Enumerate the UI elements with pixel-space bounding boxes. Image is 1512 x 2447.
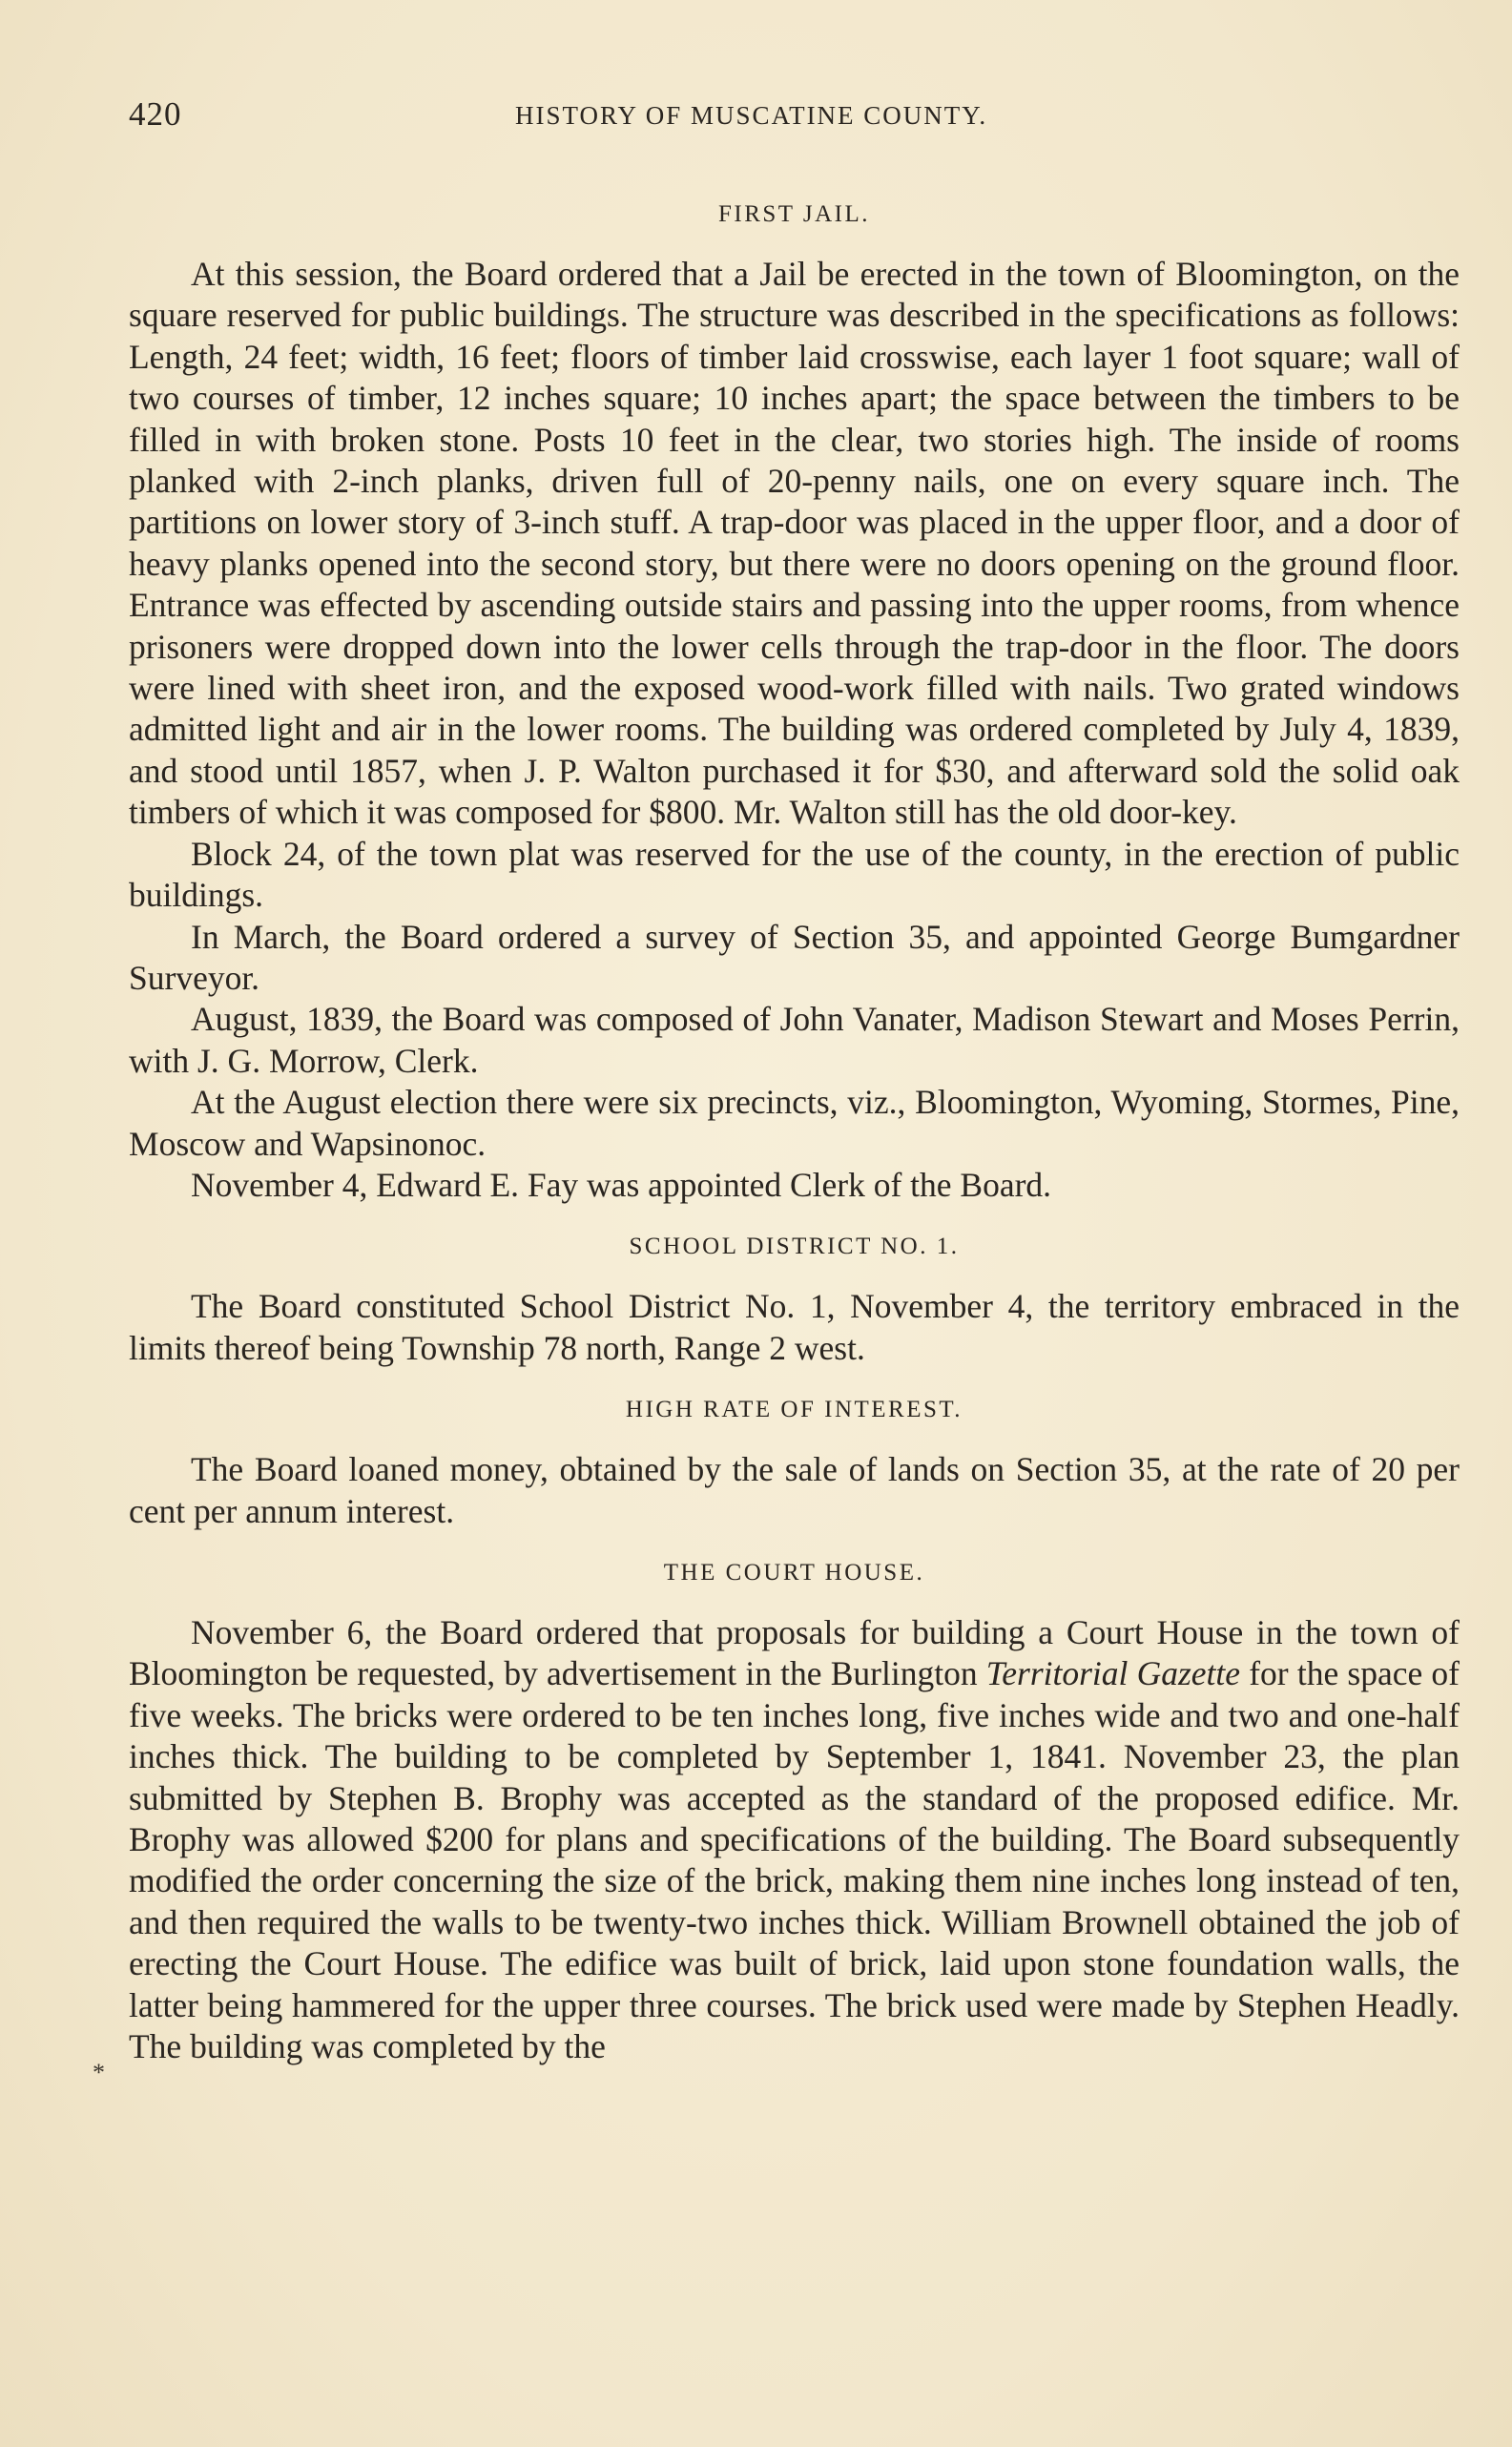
paragraph: At the August election there were six precincts, viz., Bloomington, Wyoming, Stormes, Pine, Moscow and Wapsinonoc. bbox=[129, 1083, 1460, 1163]
paragraph: August, 1839, the Board was composed of John Vanater, Madison Stewart and Moses Perrin, with J. G. Morrow, Clerk. bbox=[129, 1000, 1460, 1080]
margin-mark: * bbox=[93, 2059, 105, 2086]
court-house-text-1: November 6, the Board ordered that proposals for building a Court House in the town of Bloomington be requested, by advertisement in the Burlington bbox=[129, 1612, 1460, 1693]
section-heading-first-jail: FIRST JAIL. bbox=[717, 201, 870, 227]
paragraph: Block 24, of the town plat was reserved for the use of the county, in the erection of public buildings. bbox=[129, 834, 1460, 915]
paragraph: At this session, the Board ordered that a Jail be erected in the town of Bloomington, on the square reserved for public buildings. The structure was described in the specifications as follows: Length, 24 feet; width, 16 feet; floors of timber laid crosswise, each layer 1 foot square; wall of two courses of timber, 12 inches square; 10 inches apart; the space between the timbers to be filled in with broken stone. Posts 10 feet in the clear, two stories high. The inside of rooms planked with 2-inch planks, driven full of 20-penny nails, one on every square inch. The partitions on lower story of 3-inch stuff. A trap-door was placed in the upper floor, and a door of heavy planks opened into the second story, but there were no doors opening on the ground floor. Entrance was effected by ascending outside stairs and passing into the upper rooms, from whence prisoners were dropped down into the lower cells through the trap-door in the floor. The doors were lined with sheet iron, and the exposed wood-work filled with nails. Two grated windows admitted light and air in the lower rooms. The building was ordered completed by July 4, 1839, and stood until 1857, when J. P. Walton purchased it for $30, and afterward sold the solid oak timbers of which it was composed for $800. Mr. Walton still has the old door-key. bbox=[129, 255, 1460, 832]
paragraph: The Board constituted School District No. 1, November 4, the territory embraced in the limits thereof being Township 78 north, Range 2 west. bbox=[129, 1287, 1460, 1367]
running-title: HISTORY OF MUSCATINE COUNTY. bbox=[515, 101, 988, 130]
section-heading-court-house: THE COURT HOUSE. bbox=[663, 1559, 925, 1586]
page-body bbox=[129, 200, 1460, 2067]
paragraph: In March, the Board ordered a survey of Section 35, and appointed George Bumgardner Surveyor. bbox=[129, 917, 1460, 997]
newspaper-title: Territorial Gazette bbox=[985, 1654, 1241, 1693]
section-heading-school-district: SCHOOL DISTRICT NO. 1. bbox=[629, 1234, 960, 1260]
paragraph-court-house bbox=[129, 1612, 1460, 2067]
court-house-text-2: for the space of five weeks. The bricks were ordered to be ten inches long, five inches wide and two and one-half inches thick. The building to be completed by September 1, 1841. November 23, the plan submitted by Stephen B. Brophy was accepted as the standard of the proposed edifice. Mr. Brophy was allowed $200 for plans and specifications of the building. The Board subsequently modified the order concerning the size of the brick, making them nine inches long instead of ten, and then required the walls to be twenty-two inches thick. William Brownell obtained the job of erecting the Court House. The edifice was built of brick, laid upon stone foundation walls, the latter being hammered for the upper three courses. The brick used were made by Stephen Headly. The building was completed by the bbox=[129, 1654, 1460, 2066]
page-number: 420 bbox=[129, 95, 182, 133]
paragraph: November 4, Edward E. Fay was appointed Clerk of the Board. bbox=[191, 1165, 1052, 1204]
running-head bbox=[129, 95, 1083, 134]
section-heading-high-rate-of-interest: HIGH RATE OF INTEREST. bbox=[625, 1397, 963, 1423]
paragraph: The Board loaned money, obtained by the sale of lands on Section 35, at the rate of 20 per cent per annum interest. bbox=[129, 1450, 1460, 1530]
